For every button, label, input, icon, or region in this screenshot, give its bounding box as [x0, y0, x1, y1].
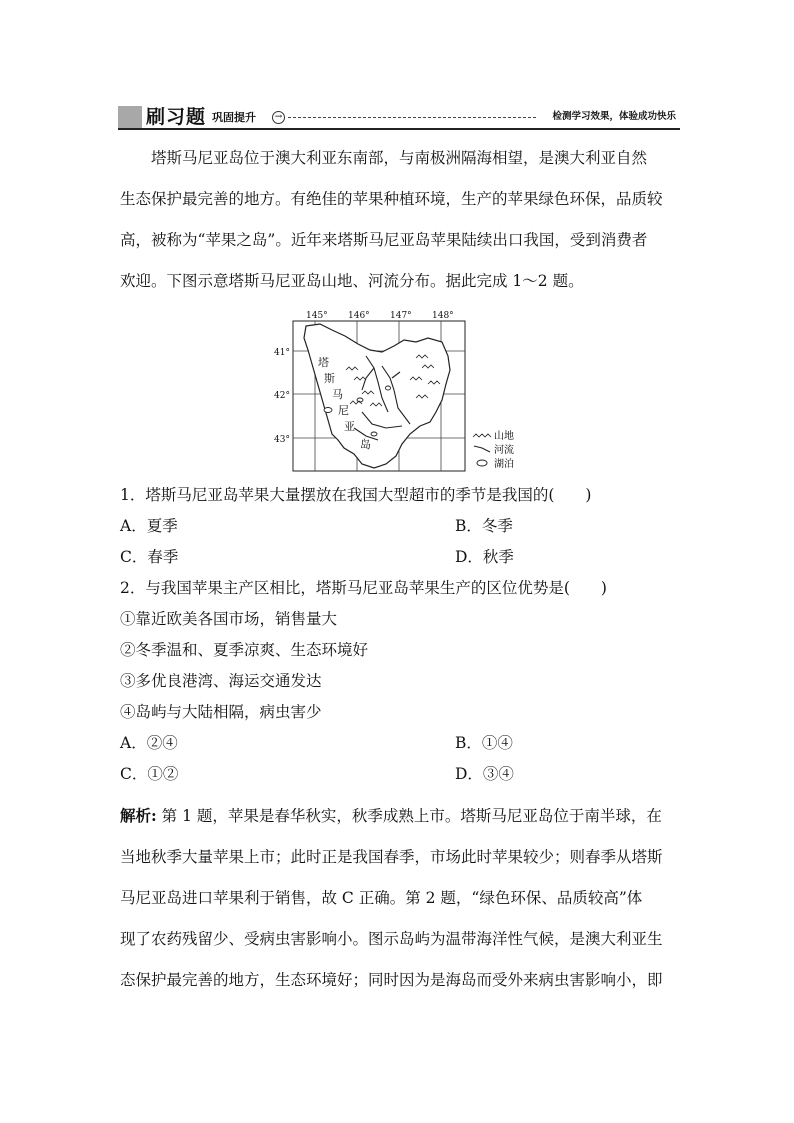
lat-label-42: 42°: [274, 391, 290, 401]
island-name-char: 亚: [344, 420, 355, 433]
intro-line: 塔斯马尼亚岛位于澳大利亚东南部，与南极洲隔海相望，是澳大利亚自然: [151, 149, 648, 167]
q1-option-b: B．冬季: [455, 517, 513, 535]
section-header: [118, 106, 680, 128]
analysis-line: 马尼亚岛进口苹果利于销售，故 C 正确。第 2 题，“绿色环保、品质较高”体: [120, 889, 643, 907]
island-name-char: 塔: [318, 356, 329, 369]
intro-paragraph: [120, 138, 678, 302]
analysis-line: 态保护最完善的地方，生态环境好；同时因为是海岛而受外来病虫害影响小，即: [120, 971, 663, 989]
analysis-line: [120, 795, 680, 837]
map-legend: [473, 429, 514, 470]
header-dash-divider: [288, 117, 536, 118]
legend-river-label: 河流: [494, 445, 514, 456]
header-title: 刷习题: [146, 106, 207, 128]
q2-item-4: ④岛屿与大陆相隔，病虫害少: [120, 703, 322, 721]
q2-option-b: B．①④: [455, 734, 513, 752]
intro-line: 欢迎。下图示意塔斯马尼亚岛山地、河流分布。据此完成 1～2 题。: [120, 272, 584, 290]
q2-item-1: ①靠近欧美各国市场，销售量大: [120, 610, 338, 628]
intro-line: 高，被称为“苹果之岛”。近年来塔斯马尼亚岛苹果陆续出口我国，受到消费者: [120, 231, 648, 249]
lat-label-43: 43°: [274, 435, 290, 445]
analysis-line: 现了农药残留少、受病虫害影响小。图示岛屿为温带海洋性气候，是澳大利亚生: [120, 930, 663, 948]
header-slogan: 检测学习效果，体验成功快乐: [552, 111, 676, 122]
legend-lake-icon: [477, 460, 487, 466]
q1-option-c: C．春季: [120, 548, 179, 566]
island-name-char: 岛: [360, 438, 371, 451]
header-subtitle: 巩固提升: [212, 111, 256, 124]
analysis-text: 第 1 题，苹果是春华秋实，秋季成熟上市。塔斯马尼亚岛位于南半球，在: [156, 807, 662, 825]
q2-option-a: A．②④: [120, 734, 178, 752]
island-outline: [304, 324, 450, 468]
lon-label-146: 146°: [348, 311, 370, 321]
island-name-char: 马: [332, 388, 343, 401]
header-block-decoration: [118, 106, 142, 128]
header-underline: [118, 128, 680, 130]
q1-stem: 1．塔斯马尼亚岛苹果大量摆放在我国大型超市的季节是我国的( ): [120, 486, 592, 504]
q2-item-2: ②冬季温和、夏季凉爽、生态环境好: [120, 641, 369, 659]
q1-option-a: A．夏季: [120, 517, 178, 535]
q1-option-d: D．秋季: [455, 548, 514, 566]
intro-line: 生态保护最完善的地方。有绝佳的苹果种植环境，生产的苹果绿色环保，品质较: [120, 190, 663, 208]
legend-mountain-label: 山地: [494, 431, 514, 442]
lon-label-145: 145°: [306, 311, 328, 321]
analysis-label: 解析:: [120, 806, 157, 825]
analysis-block: [120, 795, 680, 1001]
lat-label-41: 41°: [274, 348, 290, 358]
lon-label-148: 148°: [432, 311, 454, 321]
q2-stem: 2．与我国苹果主产区相比，塔斯马尼亚岛苹果生产的区位优势是( ): [120, 579, 607, 597]
tasmania-map: [270, 308, 530, 474]
island-name-char: 斯: [324, 372, 335, 385]
lon-label-147: 147°: [390, 311, 412, 321]
analysis-line: 当地秋季大量苹果上市；此时正是我国春季，市场此时苹果较少；则春季从塔斯: [120, 848, 663, 866]
island-name-char: 尼: [338, 404, 349, 417]
q2-option-c: C．①②: [120, 765, 179, 783]
legend-mountain-icon: [473, 434, 491, 437]
legend-lake-label: 湖泊: [494, 459, 514, 470]
q2-option-d: D．③④: [455, 765, 514, 783]
q2-item-3: ③多优良港湾、海运交通发达: [120, 672, 322, 690]
arrow-icon: →: [272, 111, 285, 124]
legend-river-icon: [474, 446, 490, 452]
